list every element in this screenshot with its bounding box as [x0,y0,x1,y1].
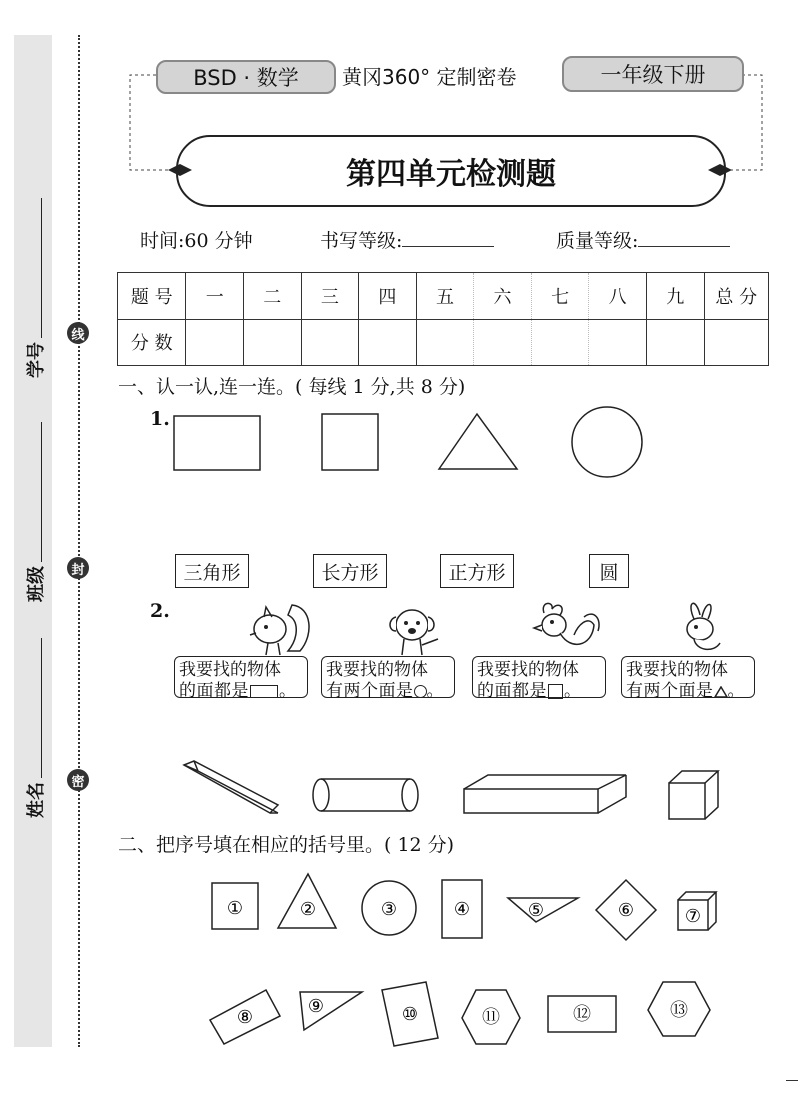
name-card-triangle[interactable]: 三角形 [175,554,249,588]
page-edge-mark [786,1080,798,1081]
speech-bubble-2 [321,656,455,701]
bubble-line: 的面都是 [477,681,547,701]
triangle-shape [439,414,517,469]
table-cell: 分 数 [118,319,186,366]
table-cell: 六 [474,273,532,320]
cylinder-solid [313,779,418,811]
score-cell[interactable] [704,319,769,366]
writing-grade: 书写等级: [320,226,494,253]
shape-label: ③ [380,899,398,920]
score-table-header-row [118,273,769,320]
series-title: 黄冈360° 定制密卷 [342,65,517,89]
score-cell[interactable] [589,319,647,366]
bubble-line: 我要找的物体 [179,660,281,680]
name-card-square[interactable]: 正方形 [440,554,514,588]
bubble-line: 有两个面是 [626,681,714,701]
grade-pill: 一年级下册 [562,56,744,92]
score-cell[interactable] [531,319,589,366]
bubble-end: 。 [279,681,297,701]
bubble-line: 的面都是 [179,681,249,701]
shape-label: ④ [453,899,471,920]
student-number-label: 学号 [22,198,48,378]
bubble-line: 我要找的物体 [626,660,728,680]
shape-label: ⑦ [684,906,702,927]
speech-bubble-4 [621,656,755,701]
question-2-number: 2. [150,600,170,622]
score-cell[interactable] [244,319,302,366]
table-cell: 三 [301,273,359,320]
subject-pill: BSD · 数学 [156,60,336,94]
score-cell[interactable] [359,319,417,366]
shape-label: ⑧ [236,1007,254,1028]
rooster-icon [534,603,599,644]
seal-secret: 密 [67,769,89,791]
shape-label: ② [299,899,317,920]
bubble-line: 我要找的物体 [326,660,428,680]
q2-solids [170,755,730,825]
shape-label: ① [226,898,244,919]
speech-bubble-1 [174,656,308,701]
bubble-line: 我要找的物体 [477,660,579,680]
score-table-score-row [118,319,769,366]
score-cell[interactable] [416,319,474,366]
shape-label: ⑬ [670,1000,688,1021]
triangular-prism-solid [184,761,278,813]
bubble-end: 。 [564,681,582,701]
bubble-end: 。 [426,681,444,701]
square-shape [322,414,378,470]
cube-solid [669,771,718,819]
score-cell[interactable] [186,319,244,366]
rectangle-icon [250,685,278,698]
score-cell[interactable] [301,319,359,366]
bubble-line: 有两个面是 [326,681,414,701]
bubble-end: 。 [727,681,745,701]
seal-seal: 封 [67,557,89,579]
quality-grade: 质量等级: [556,226,730,253]
seal-line: 线 [67,322,89,344]
table-cell: 总 分 [704,273,769,320]
triangle-icon [714,686,728,698]
table-cell: 题 号 [118,273,186,320]
squirrel-icon [250,605,309,655]
table-cell: 一 [186,273,244,320]
score-cell[interactable] [646,319,704,366]
time-info: 时间:60 分钟 [140,230,253,252]
section-1-heading: 一、认一认,连一连。( 每线 1 分,共 8 分) [118,376,466,398]
score-table [117,272,769,366]
shape-label: ⑪ [482,1007,500,1028]
name-label: 姓名 [22,638,48,818]
shape-label: ⑫ [573,1004,591,1025]
q1-shapes [160,400,660,490]
circle-shape [572,407,642,477]
section-2-heading: 二、把序号填在相应的括号里。( 12 分) [118,834,455,856]
table-cell: 二 [244,273,302,320]
class-label: 班级 [22,422,48,602]
score-cell[interactable] [474,319,532,366]
shape-label: ⑤ [527,900,545,921]
page-title: 第四单元检测题 [176,135,726,207]
name-card-circle[interactable]: 圆 [589,554,629,588]
section-2-shapes [200,870,730,1050]
name-card-rectangle[interactable]: 长方形 [313,554,387,588]
circle-icon [414,685,427,698]
shape-label: ⑩ [401,1004,419,1025]
rectangle-shape [174,416,260,470]
shape-label: ⑥ [617,900,635,921]
rabbit-icon [687,603,720,649]
table-cell: 四 [359,273,417,320]
speech-bubble-3 [472,656,606,701]
q2-animals [160,595,780,660]
cuboid-solid [464,775,626,813]
table-cell: 九 [646,273,704,320]
table-cell: 七 [531,273,589,320]
square-icon [548,684,563,699]
table-cell: 八 [589,273,647,320]
question-1-number: 1. [150,408,170,430]
shape-label: ⑨ [307,996,325,1017]
table-cell: 五 [416,273,474,320]
dog-icon [390,610,438,655]
